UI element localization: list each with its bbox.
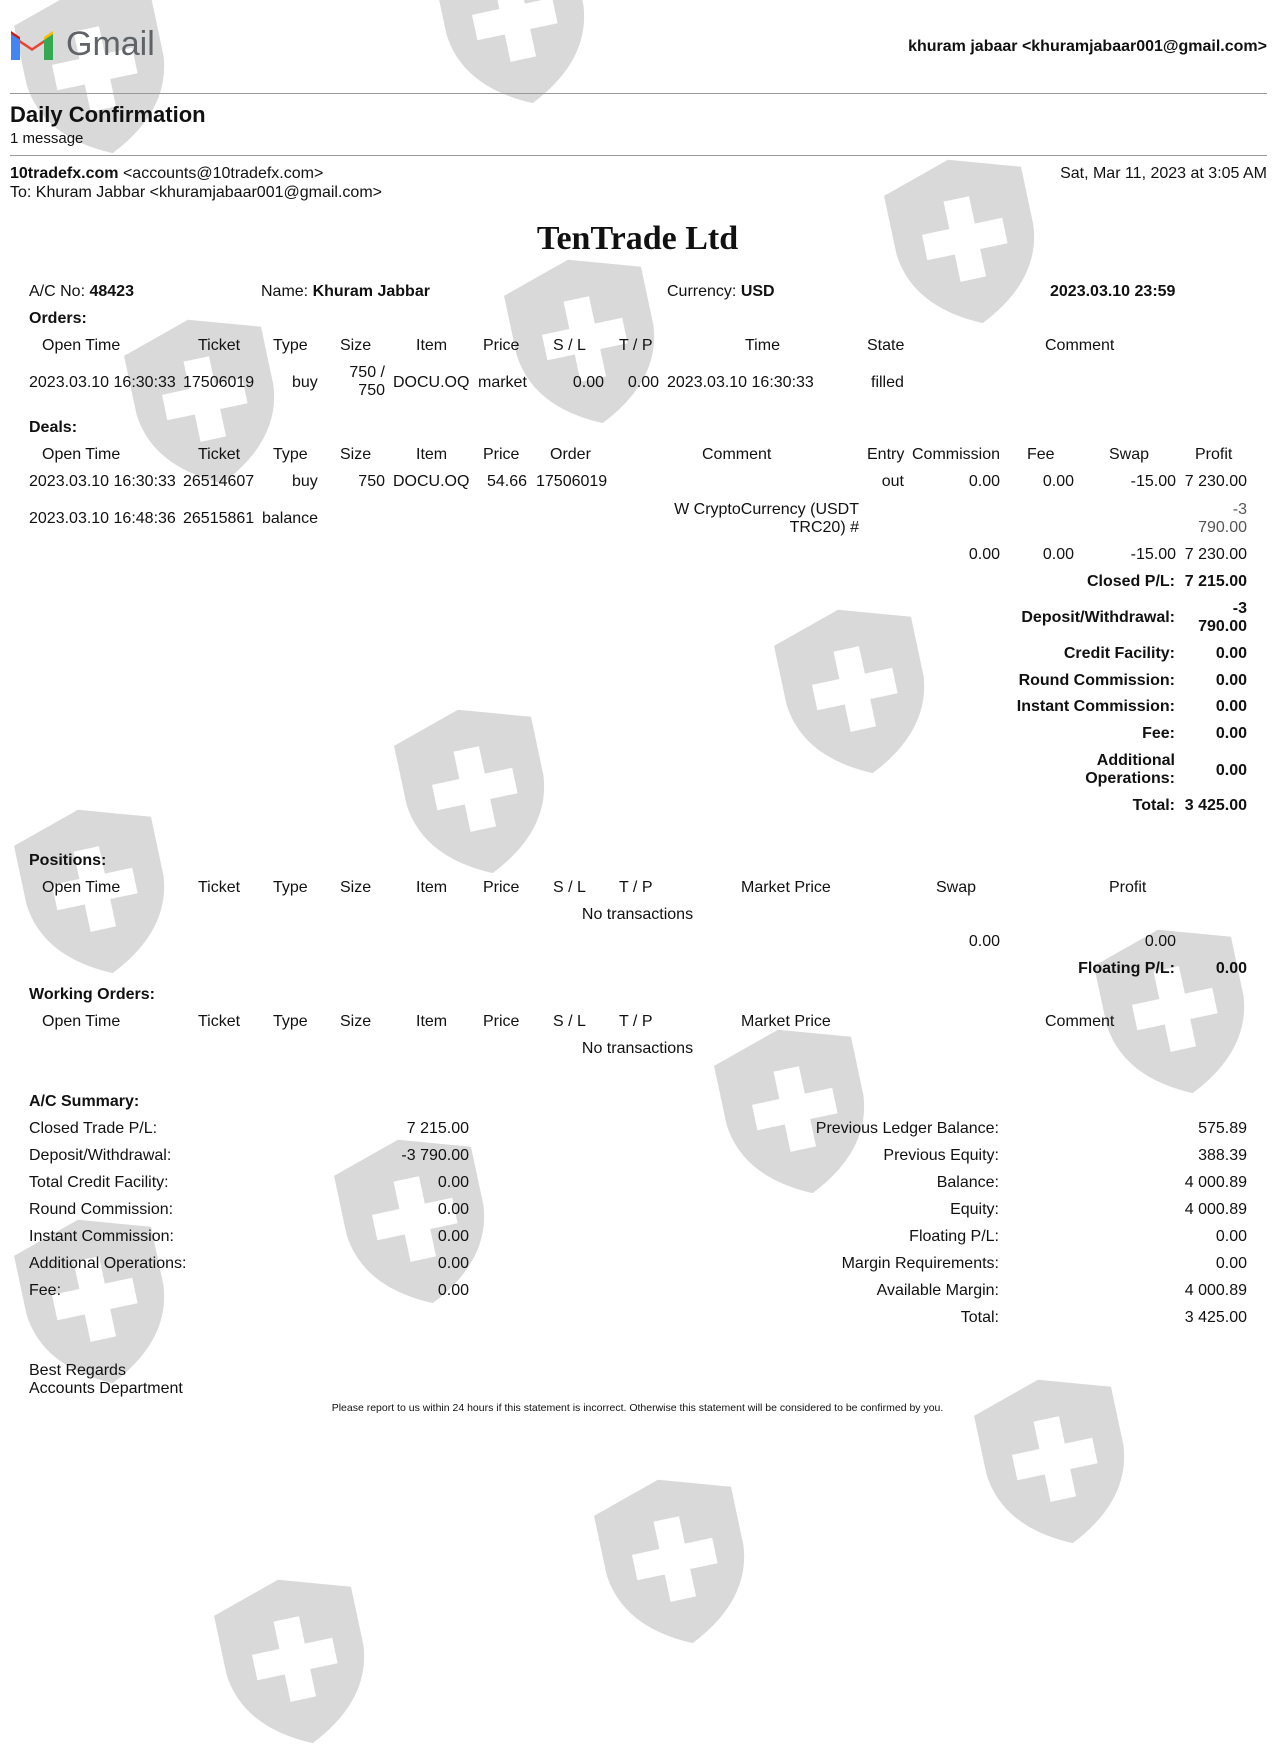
ac-right-value: 3 425.00 (1184, 1309, 1247, 1326)
summary-value-line2: 790.00 (1198, 618, 1247, 635)
deal-fee: 0.00 (1042, 473, 1074, 490)
working-orders-title: Working Orders: (29, 986, 155, 1003)
col-comment: Comment (1045, 337, 1115, 354)
sender-line (10, 165, 323, 183)
deal-open-time: 2023.03.10 16:30:33 (29, 473, 176, 490)
ac-right-label: Equity: (950, 1201, 999, 1218)
ac-right-label: Total: (960, 1309, 999, 1326)
col-entry: Entry (867, 446, 905, 463)
ac-left-value: -3 790.00 (401, 1147, 469, 1164)
summary-label-line1: Additional (1096, 752, 1175, 769)
ac-right-value: 0.00 (1215, 1228, 1247, 1245)
ac-right-value: 388.39 (1198, 1147, 1247, 1164)
deal-profit-line1: -3 (1232, 501, 1247, 518)
col-sl: S / L (553, 879, 586, 896)
deal-commission: 0.00 (968, 473, 1000, 490)
col-comment: Comment (702, 446, 772, 463)
col-profit: Profit (1195, 446, 1233, 463)
working-orders-empty: No transactions (581, 1040, 694, 1057)
col-swap: Swap (1109, 446, 1150, 463)
gmail-wordmark: Gmail (66, 25, 155, 63)
col-item: Item (416, 337, 448, 354)
account-email: khuram jabaar <khuramjabaar001@gmail.com> (908, 38, 1267, 55)
ac-right-label: Previous Ledger Balance: (815, 1120, 999, 1137)
closing-regards: Best Regards (29, 1362, 126, 1379)
col-ticket: Ticket (198, 1013, 241, 1030)
account-name: Name: Khuram Jabbar (261, 283, 430, 300)
order-tp: 0.00 (627, 374, 659, 391)
ac-left-label: Fee: (29, 1282, 62, 1299)
positions-empty: No transactions (581, 906, 694, 923)
gmail-m-icon (8, 26, 56, 62)
ac-right-value: 0.00 (1215, 1255, 1247, 1272)
col-item: Item (416, 879, 448, 896)
col-sl: S / L (553, 337, 586, 354)
col-size: Size (340, 337, 372, 354)
deal-type: balance (262, 510, 319, 527)
col-size: Size (340, 879, 372, 896)
message-date: Sat, Mar 11, 2023 at 3:05 AM (1060, 165, 1267, 182)
message-count: 1 message (10, 130, 84, 147)
summary-value: 7 215.00 (1184, 573, 1247, 590)
summary-label: Credit Facility: (1063, 645, 1175, 662)
order-price: market (478, 374, 527, 391)
deal-profit: 7 230.00 (1184, 473, 1247, 490)
statement-datetime: 2023.03.10 23:59 (1050, 283, 1176, 300)
ac-left-value: 0.00 (437, 1255, 469, 1272)
col-price: Price (483, 446, 520, 463)
deals-title: Deals: (29, 419, 78, 436)
order-size-line1: 750 / (349, 364, 385, 381)
col-size: Size (340, 446, 372, 463)
ac-left-value: 0.00 (437, 1282, 469, 1299)
deal-price: 54.66 (486, 473, 527, 490)
col-price: Price (483, 879, 520, 896)
deal-size: 750 (358, 473, 385, 490)
recipient-line: To: Khuram Jabbar <khuramjabaar001@gmail.com> (10, 184, 382, 201)
col-item: Item (416, 446, 448, 463)
ac-left-value: 0.00 (437, 1201, 469, 1218)
orders-title: Orders: (29, 310, 87, 327)
divider (10, 93, 1267, 94)
col-open-time: Open Time (42, 879, 121, 896)
ac-right-label: Balance: (936, 1174, 999, 1191)
summary-value-line1: -3 (1232, 600, 1247, 617)
gmail-logo (8, 26, 56, 67)
col-type: Type (273, 1013, 308, 1030)
summary-label: Instant Commission: (1016, 698, 1175, 715)
ac-left-label: Instant Commission: (29, 1228, 174, 1245)
deal-ticket: 26514607 (183, 473, 255, 490)
order-time: 2023.03.10 16:30:33 (667, 374, 814, 391)
summary-label: Fee: (1142, 725, 1175, 742)
col-tp: T / P (619, 1013, 653, 1030)
positions-swap-total: 0.00 (968, 933, 1000, 950)
col-price: Price (483, 1013, 520, 1030)
deal-type: buy (292, 473, 318, 490)
col-profit: Profit (1109, 879, 1147, 896)
deal-open-time: 2023.03.10 16:48:36 (29, 510, 176, 527)
total-fee: 0.00 (1042, 546, 1074, 563)
account-number: A/C No: 48423 (29, 283, 134, 300)
sender-name[interactable]: 10tradefx.com (10, 165, 119, 182)
col-ticket: Ticket (198, 446, 241, 463)
ac-left-label: Deposit/Withdrawal: (29, 1147, 172, 1164)
summary-label: Closed P/L: (1086, 573, 1175, 590)
col-tp: T / P (619, 879, 653, 896)
total-swap: -15.00 (1130, 546, 1176, 563)
col-item: Item (416, 1013, 448, 1030)
ac-right-value: 4 000.89 (1184, 1174, 1247, 1191)
col-market-price: Market Price (741, 879, 831, 896)
col-ticket: Ticket (198, 879, 241, 896)
order-open-time: 2023.03.10 16:30:33 (29, 374, 176, 391)
col-sl: S / L (553, 1013, 586, 1030)
col-type: Type (273, 879, 308, 896)
summary-value: 0.00 (1215, 645, 1247, 662)
ac-left-label: Total Credit Facility: (29, 1174, 169, 1191)
statement-footnote: Please report to us within 24 hours if this statement is incorrect. Otherwise this statement will be considered to be confirmed by you. (331, 1402, 944, 1414)
ac-right-label: Available Margin: (876, 1282, 999, 1299)
ac-left-value: 0.00 (437, 1228, 469, 1245)
summary-value: 3 425.00 (1184, 797, 1247, 814)
col-price: Price (483, 337, 520, 354)
deal-ticket: 26515861 (183, 510, 255, 527)
ac-right-value: 575.89 (1198, 1120, 1247, 1137)
ac-left-label: Additional Operations: (29, 1255, 187, 1272)
ac-left-label: Round Commission: (29, 1201, 174, 1218)
deal-entry: out (881, 473, 904, 490)
col-type: Type (273, 446, 308, 463)
summary-value: 0.00 (1215, 698, 1247, 715)
col-state: State (867, 337, 905, 354)
col-fee: Fee (1027, 446, 1055, 463)
order-size-line2: 750 (358, 382, 385, 399)
total-commission: 0.00 (968, 546, 1000, 563)
ac-right-value: 4 000.89 (1184, 1201, 1247, 1218)
col-commission: Commission (912, 446, 1001, 463)
deal-comment-line2: TRC20) # (789, 519, 859, 536)
col-open-time: Open Time (42, 337, 121, 354)
ac-right-label: Floating P/L: (909, 1228, 999, 1245)
ac-right-label: Margin Requirements: (841, 1255, 999, 1272)
total-profit: 7 230.00 (1184, 546, 1247, 563)
col-order: Order (550, 446, 591, 463)
closing-department: Accounts Department (29, 1380, 183, 1397)
ac-left-value: 0.00 (437, 1174, 469, 1191)
deal-order: 17506019 (536, 473, 608, 490)
col-size: Size (340, 1013, 372, 1030)
col-type: Type (273, 337, 308, 354)
ac-summary-title: A/C Summary: (29, 1093, 140, 1110)
floating-pl-value: 0.00 (1215, 960, 1247, 977)
order-type: buy (292, 374, 318, 391)
order-item: DOCU.OQ (393, 374, 470, 391)
col-open-time: Open Time (42, 1013, 121, 1030)
col-swap: Swap (936, 879, 977, 896)
deal-comment-line1: W CryptoCurrency (USDT (674, 501, 859, 518)
col-tp: T / P (619, 337, 653, 354)
ac-left-label: Closed Trade P/L: (29, 1120, 158, 1137)
order-ticket: 17506019 (183, 374, 255, 391)
email-subject: Daily Confirmation (10, 102, 206, 127)
ac-right-label: Previous Equity: (883, 1147, 999, 1164)
divider (10, 155, 1267, 156)
account-currency: Currency: USD (667, 283, 775, 300)
positions-profit-total: 0.00 (1144, 933, 1176, 950)
sender-email: <accounts@10tradefx.com> (122, 165, 324, 182)
col-comment: Comment (1045, 1013, 1115, 1030)
ac-left-value: 7 215.00 (406, 1120, 469, 1137)
summary-label-line2: Operations: (1085, 770, 1175, 787)
order-sl: 0.00 (572, 374, 604, 391)
order-state: filled (871, 374, 904, 391)
floating-pl-label: Floating P/L: (1078, 960, 1175, 977)
col-open-time: Open Time (42, 446, 121, 463)
deal-item: DOCU.OQ (393, 473, 470, 490)
summary-value: 0.00 (1215, 762, 1247, 779)
positions-title: Positions: (29, 852, 107, 869)
summary-label: Round Commission: (1018, 672, 1175, 689)
col-ticket: Ticket (198, 337, 241, 354)
summary-label: Total: (1132, 797, 1175, 814)
deal-profit-line2: 790.00 (1198, 519, 1247, 536)
col-time: Time (745, 337, 780, 354)
summary-value: 0.00 (1215, 725, 1247, 742)
summary-label: Deposit/Withdrawal: (1021, 609, 1175, 626)
company-title: TenTrade Ltd (536, 220, 739, 257)
ac-right-value: 4 000.89 (1184, 1282, 1247, 1299)
deal-swap: -15.00 (1130, 473, 1176, 490)
summary-value: 0.00 (1215, 672, 1247, 689)
col-market-price: Market Price (741, 1013, 831, 1030)
